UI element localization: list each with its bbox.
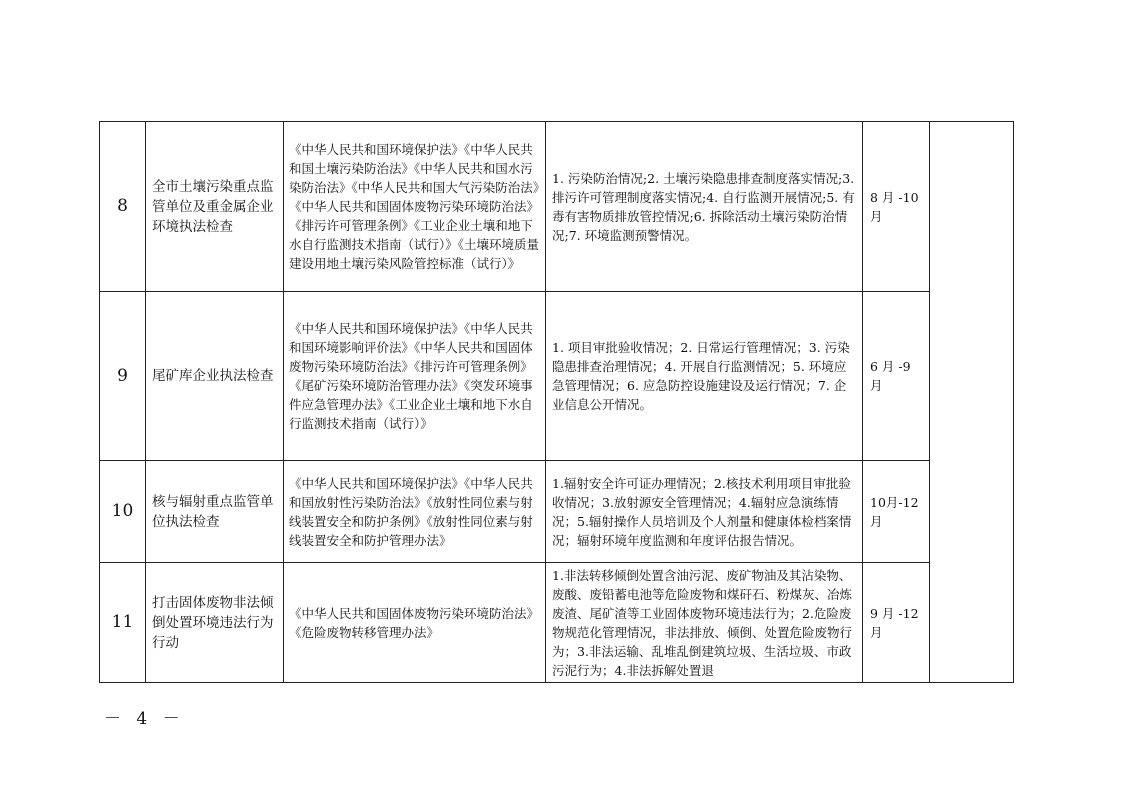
legal-basis: 《中华人民共和国环境保护法》《中华人民共和国土壤污染防治法》《中华人民共和国水污染防治法》《中华人民共和国大气污染防治法》《中华人民共和国固体废物污染环境防治法》《排污许可管理条例》《工业企业土壤和地下水自行监测技术指南（试行）》《土壤环境质量建设用地土壤污染风险管控标准（试行）》 [284, 122, 546, 292]
remarks-cell [930, 122, 1014, 683]
legal-basis: 《中华人民共和国固体废物污染环境防治法》《危险废物转移管理办法》 [284, 563, 546, 683]
task-name: 打击固体废物非法倾倒处置环境违法行为行动 [146, 563, 284, 683]
time-period: 6 月 -9 月 [863, 292, 930, 461]
row-number: 8 [100, 122, 146, 292]
inspection-content: 1.辐射安全许可证办理情况；2.核技术利用项目审批验收情况；3.放射源安全管理情况；4.辐射应急演练情况；5.辐射操作人员培训及个人剂量和健康体检档案情况；辐射环境年度监测和年度评估报告情况。 [546, 461, 863, 563]
enforcement-plan-table [99, 121, 1014, 683]
row-number: 10 [100, 461, 146, 563]
row-number: 11 [100, 563, 146, 683]
time-period: 8 月 -10 月 [863, 122, 930, 292]
inspection-content: 1. 项目审批验收情况；2. 日常运行管理情况；3. 污染隐患排查治理情况；4. 开展自行监测情况；5. 环境应急管理情况；6. 应急防控设施建设及运行情况；7. 企业信息公开情况。 [546, 292, 863, 461]
row-number: 9 [100, 292, 146, 461]
inspection-content: 1. 污染防治情况;2. 土壤污染隐患排查制度落实情况;3. 排污许可管理制度落实情况;4. 自行监测开展情况;5. 有毒有害物质排放管控情况;6. 拆除活动土壤污染防治情况;7. 环境监测预警情况。 [546, 122, 863, 292]
time-period: 9 月 -12 月 [863, 563, 930, 683]
table-row [100, 461, 1014, 563]
task-name: 全市土壤污染重点监管单位及重金属企业环境执法检查 [146, 122, 284, 292]
page-number: － 4 － [104, 709, 185, 729]
task-name: 尾矿库企业执法检查 [146, 292, 284, 461]
table-row [100, 563, 1014, 683]
table-row [100, 122, 1014, 292]
legal-basis: 《中华人民共和国环境保护法》《中华人民共和国环境影响评价法》《中华人民共和国固体废物污染环境防治法》《排污许可管理条例》《尾矿污染环境防治管理办法》《突发环境事件应急管理办法》《工业企业土壤和地下水自行监测技术指南（试行）》 [284, 292, 546, 461]
legal-basis: 《中华人民共和国环境保护法》《中华人民共和国放射性污染防治法》《放射性同位素与射线装置安全和防护条例》《放射性同位素与射线装置安全和防护管理办法》 [284, 461, 546, 563]
time-period: 10月-12月 [863, 461, 930, 563]
task-name: 核与辐射重点监管单位执法检查 [146, 461, 284, 563]
inspection-content: 1.非法转移倾倒处置含油污泥、废矿物油及其沾染物、废酸、废铅蓄电池等危险废物和煤矸石、粉煤灰、冶炼废渣、尾矿渣等工业固体废物环境违法行为；2.危险废物规范化管理情况，非法排放、倾倒、处置危险废物行为；3.非法运输、乱堆乱倒建筑垃圾、生活垃圾、市政污泥行为；4.非法拆解处置退 [546, 563, 863, 683]
table-row [100, 292, 1014, 461]
